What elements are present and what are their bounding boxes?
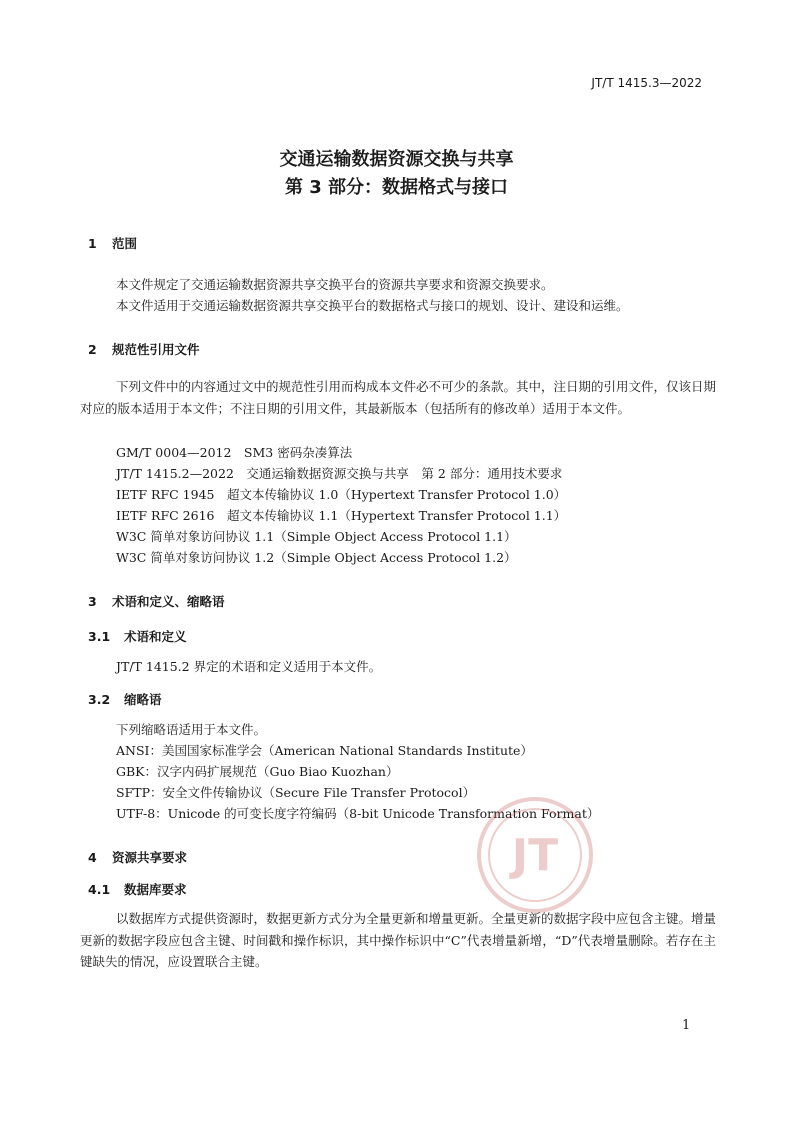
section-number: 3 bbox=[88, 594, 97, 609]
section-title: 数据库要求 bbox=[124, 882, 187, 897]
reference-item: W3C 简单对象访问协议 1.1（Simple Object Access Protocol 1.1） bbox=[116, 529, 517, 544]
paragraph: JT/T 1415.2 界定的术语和定义适用于本文件。 bbox=[116, 659, 382, 674]
reference-item: JT/T 1415.2—2022 交通运输数据资源交换与共享 第 2 部分：通用技术要求 bbox=[116, 466, 563, 481]
document-subtitle: 第 3 部分：数据格式与接口 bbox=[284, 177, 509, 198]
section-number: 1 bbox=[88, 236, 97, 251]
section-title: 术语和定义 bbox=[124, 629, 187, 644]
abbreviation-item: SFTP：安全文件传输协议（Secure File Transfer Protocol） bbox=[116, 785, 476, 800]
reference-item: IETF RFC 2616 超文本传输协议 1.1（Hypertext Transfer Protocol 1.1） bbox=[116, 508, 567, 523]
section-title: 范围 bbox=[112, 236, 138, 251]
section-title: 缩略语 bbox=[124, 692, 162, 707]
paragraph: 本文件规定了交通运输数据资源共享交换平台的资源共享要求和资源交换要求。 bbox=[116, 277, 554, 292]
page-number: 1 bbox=[682, 1018, 691, 1033]
section-number: 2 bbox=[88, 342, 97, 357]
paragraph: 以数据库方式提供资源时，数据更新方式分为全量更新和增量更新。全量更新的数据字段中应包含主键。增量更新的数据字段应包含主键、时间戳和操作标识，其中操作标识中“C”代表增量新增，“D”代表增量删除。若存在主键缺失的情况，应设置联合主键。 bbox=[80, 911, 717, 969]
section-2-heading bbox=[88, 340, 200, 358]
jt-watermark-logo bbox=[475, 795, 595, 915]
reference-item: W3C 简单对象访问协议 1.2（Simple Object Access Protocol 1.2） bbox=[116, 550, 517, 565]
section-4-1-heading bbox=[88, 880, 187, 898]
watermark-text: JT bbox=[511, 830, 559, 881]
section-title: 资源共享要求 bbox=[112, 850, 188, 865]
section-number: 4 bbox=[88, 850, 97, 865]
reference-item: GM/T 0004—2012 SM3 密码杂凑算法 bbox=[116, 445, 353, 460]
section-number: 3.1 bbox=[88, 629, 111, 644]
reference-item: IETF RFC 1945 超文本传输协议 1.0（Hypertext Transfer Protocol 1.0） bbox=[116, 487, 567, 502]
abbreviation-item: UTF-8：Unicode 的可变长度字符编码（8-bit Unicode Transformation Format） bbox=[116, 806, 600, 821]
abbreviation-item: ANSI：美国国家标准学会（American National Standards Institute） bbox=[116, 743, 533, 758]
section-4-heading bbox=[88, 848, 187, 866]
section-3-heading bbox=[88, 592, 225, 610]
section-3-2-heading bbox=[88, 690, 162, 708]
section-title: 术语和定义、缩略语 bbox=[112, 594, 225, 609]
section-3-1-heading bbox=[88, 627, 187, 645]
section-title: 规范性引用文件 bbox=[112, 342, 200, 357]
paragraph: 下列缩略语适用于本文件。 bbox=[116, 722, 267, 737]
section-1-heading bbox=[88, 234, 137, 252]
references-intro: 下列文件中的内容通过文中的规范性引用而构成本文件必不可少的条款。其中，注日期的引用文件，仅该日期对应的版本适用于本文件；不注日期的引用文件，其最新版本（包括所有的修改单）适用于本文件。 bbox=[80, 379, 717, 416]
abbreviation-item: GBK：汉字内码扩展规范（Guo Biao Kuozhan） bbox=[116, 764, 399, 779]
section-number: 3.2 bbox=[88, 692, 111, 707]
document-title: 交通运输数据资源交换与共享 bbox=[279, 149, 514, 170]
paragraph: 本文件适用于交通运输数据资源共享交换平台的数据格式与接口的规划、设计、建设和运维。 bbox=[116, 298, 629, 313]
section-number: 4.1 bbox=[88, 882, 111, 897]
document-number: JT/T 1415.3—2022 bbox=[591, 76, 702, 90]
